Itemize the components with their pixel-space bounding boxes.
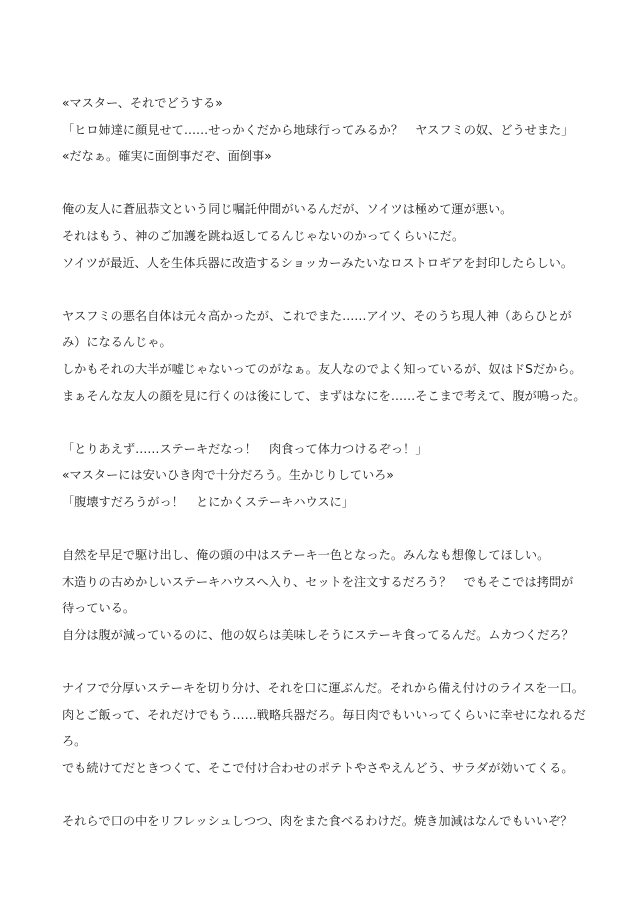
text-line: 木造りの古めかしいステーキハウスへ入り、セットを注文するだろう？ でもそこでは拷問が (62, 574, 574, 589)
text-line: み）になるんじゃ。 (62, 335, 172, 350)
text-line: でも続けてだときつくて、そこで付け合わせのポテトやさやえんどう、サラダが効いてくる。 (62, 760, 574, 775)
text-line: 自分は腹が減っているのに、他の奴らは美味しそうにステーキ食ってるんだ。ムカつくだろ？ (62, 627, 574, 642)
text-line: ヤスフミの悪名自体は元々高かったが、これでまた……アイツ、そのうち現人神（あらひとが (62, 308, 572, 323)
text-line: ソイツが最近、人を生体兵器に改造するショッカーみたいなロストロギアを封印したらしい。 (62, 255, 574, 270)
text-line: 肉とご飯って、それだけでもう……戦略兵器だろ。毎日肉でもいいってくらいに幸せになれるだ (62, 707, 586, 722)
text-line: «マスター、それでどうする» (62, 96, 223, 110)
paragraph (62, 303, 586, 409)
paragraph-gap (62, 170, 582, 197)
paragraph-gap (62, 781, 582, 808)
text-line: まぁそんな友人の顔を見に行くのは後にして、まずはなにを……そこまで考えて、腹が鳴った。 (62, 388, 586, 403)
paragraph (62, 436, 582, 516)
text-line: 自然を早足で駆け出し、俺の頭の中はステーキ一色となった。みんなも想像してほしい。 (62, 548, 550, 563)
text-line: 「とりあえず……ステーキだなっ！ 肉食って体力つけるぞっ！」 (62, 441, 428, 456)
text-line: ナイフで分厚いステーキを切り分け、それを口に運ぶんだ。それから備え付けのライスを一口。 (62, 681, 584, 696)
paragraph-gap (62, 276, 582, 303)
text-line: それらで口の中をリフレッシュしつつ、肉をまた食べるわけだ。焼き加減はなんでもいいぞ？ (62, 814, 573, 829)
paragraph (62, 808, 582, 835)
text-line: «マスターには安いひき肉で十分だろう。生かじりしていろ» (62, 468, 394, 483)
paragraph-gap (62, 648, 582, 675)
text-line: 「ヒロ姉達に顔見せて……せっかくだから地球行ってみるか？ ヤスフミの奴、どうせまた」 (62, 122, 574, 137)
text-line: ろ。 (62, 734, 87, 749)
text-line: «だなぁ。確実に面倒事だぞ、面倒事» (62, 149, 272, 164)
text-line: 待っている。 (62, 601, 136, 616)
text-line: しかもそれの大半が嘘じゃないってのがなぁ。友人なのでよく知っているが、奴はドSだから。 (62, 361, 582, 376)
text-line: 「腹壊すだろうがっ！ とにかくステーキハウスに」 (62, 494, 354, 509)
text-line: 俺の友人に蒼凪恭文という同じ嘱託仲間がいるんだが、ソイツは極めて運が悪い。 (62, 202, 513, 217)
paragraph-gap (62, 516, 582, 543)
paragraph (62, 196, 582, 276)
paragraph (62, 90, 582, 170)
body-text (62, 90, 586, 835)
paragraph-gap (62, 409, 582, 436)
paragraph (62, 675, 586, 781)
paragraph (62, 542, 582, 648)
text-line: それはもう、神のご加護を跳ね返してるんじゃないのかってくらいにだ。 (62, 228, 465, 243)
